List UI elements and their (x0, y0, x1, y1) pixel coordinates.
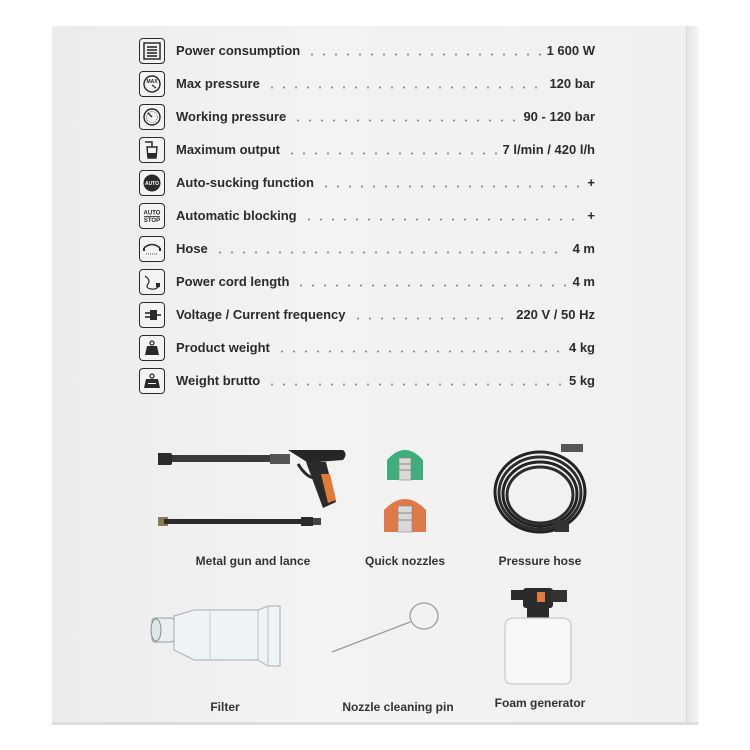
spec-label: Working pressure (176, 109, 287, 124)
spec-value: 5 kg (568, 373, 595, 388)
auto-stop-icon (139, 203, 165, 229)
spec-row (139, 100, 595, 133)
spec-value: 7 l/min / 420 l/h (502, 142, 595, 157)
gross-weight-icon (139, 368, 165, 394)
accessory-foam (465, 586, 615, 710)
leader-dots (276, 341, 563, 354)
gauge-max-text: MAX (146, 78, 158, 85)
spec-label: Maximum output (176, 142, 280, 157)
page-edge-bottom (52, 722, 698, 725)
leader-dots (214, 242, 567, 255)
filter-image (150, 590, 300, 686)
spec-label: Auto-sucking function (176, 175, 314, 190)
weight-icon (139, 335, 165, 361)
power-cord-icon (139, 269, 165, 295)
accessory-pin (318, 590, 478, 714)
leader-dots (306, 44, 540, 57)
spec-label: Max pressure (176, 76, 260, 91)
bucket-flow-icon (139, 137, 165, 163)
accessory-label: Quick nozzles (364, 554, 446, 568)
spec-row (139, 199, 595, 232)
spec-row (139, 34, 595, 67)
spec-row (139, 265, 595, 298)
spec-row (139, 133, 595, 166)
spec-label: Product weight (176, 340, 270, 355)
leader-dots (352, 308, 511, 321)
accessory-label: Foam generator (494, 696, 586, 710)
max-pressure-gauge-icon (139, 71, 165, 97)
spec-table (139, 34, 595, 397)
spec-row (139, 298, 595, 331)
spec-value: 220 V / 50 Hz (516, 307, 595, 322)
spec-row (139, 67, 595, 100)
accessory-filter (150, 590, 300, 714)
leader-dots (303, 209, 582, 222)
spec-label: Power cord length (176, 274, 290, 289)
accessory-label: Filter (210, 700, 240, 714)
power-meter-icon (139, 38, 165, 64)
accessory-hose (465, 440, 615, 568)
spec-value: 90 - 120 bar (523, 109, 595, 124)
plug-icon (139, 302, 165, 328)
foam-generator-image (465, 586, 615, 686)
leader-dots (266, 374, 563, 387)
auto-stop-text-2: STOP (143, 217, 161, 224)
spec-row (139, 364, 595, 397)
spec-label: Hose (176, 241, 208, 256)
accessory-gun (158, 440, 348, 568)
spec-row (139, 331, 595, 364)
leader-dots (295, 275, 566, 288)
spec-value: 4 m (572, 241, 595, 256)
quick-nozzles-image (330, 440, 480, 550)
accessory-label: Pressure hose (498, 554, 582, 568)
spec-label: Voltage / Current frequency (176, 307, 346, 322)
cleaning-pin-image (318, 590, 478, 686)
spec-label: Power consumption (176, 43, 301, 58)
spec-value: 4 m (572, 274, 595, 289)
hose-icon (139, 236, 165, 262)
leader-dots (286, 143, 497, 156)
spec-value: + (587, 175, 595, 190)
accessory-nozzles (330, 440, 480, 568)
leader-dots (266, 77, 544, 90)
spec-label: Weight brutto (176, 373, 261, 388)
page-edge (686, 26, 699, 724)
pressure-gauge-icon (139, 104, 165, 130)
spec-row (139, 232, 595, 265)
spec-value: 4 kg (568, 340, 595, 355)
leader-dots (320, 176, 581, 189)
spray-gun-image (158, 440, 348, 550)
pressure-hose-image (465, 440, 615, 550)
leader-dots (292, 110, 517, 123)
spec-value: + (587, 208, 595, 223)
spec-row (139, 166, 595, 199)
spec-value: 120 bar (549, 76, 595, 91)
auto-text: AUTO (144, 180, 160, 187)
accessory-label: Metal gun and lance (195, 554, 311, 568)
accessory-label: Nozzle cleaning pin (342, 700, 454, 714)
auto-badge-icon (139, 170, 165, 196)
spec-value: 1 600 W (546, 43, 595, 58)
auto-stop-text-1: AUTO (143, 210, 161, 216)
spec-label: Automatic blocking (176, 208, 297, 223)
